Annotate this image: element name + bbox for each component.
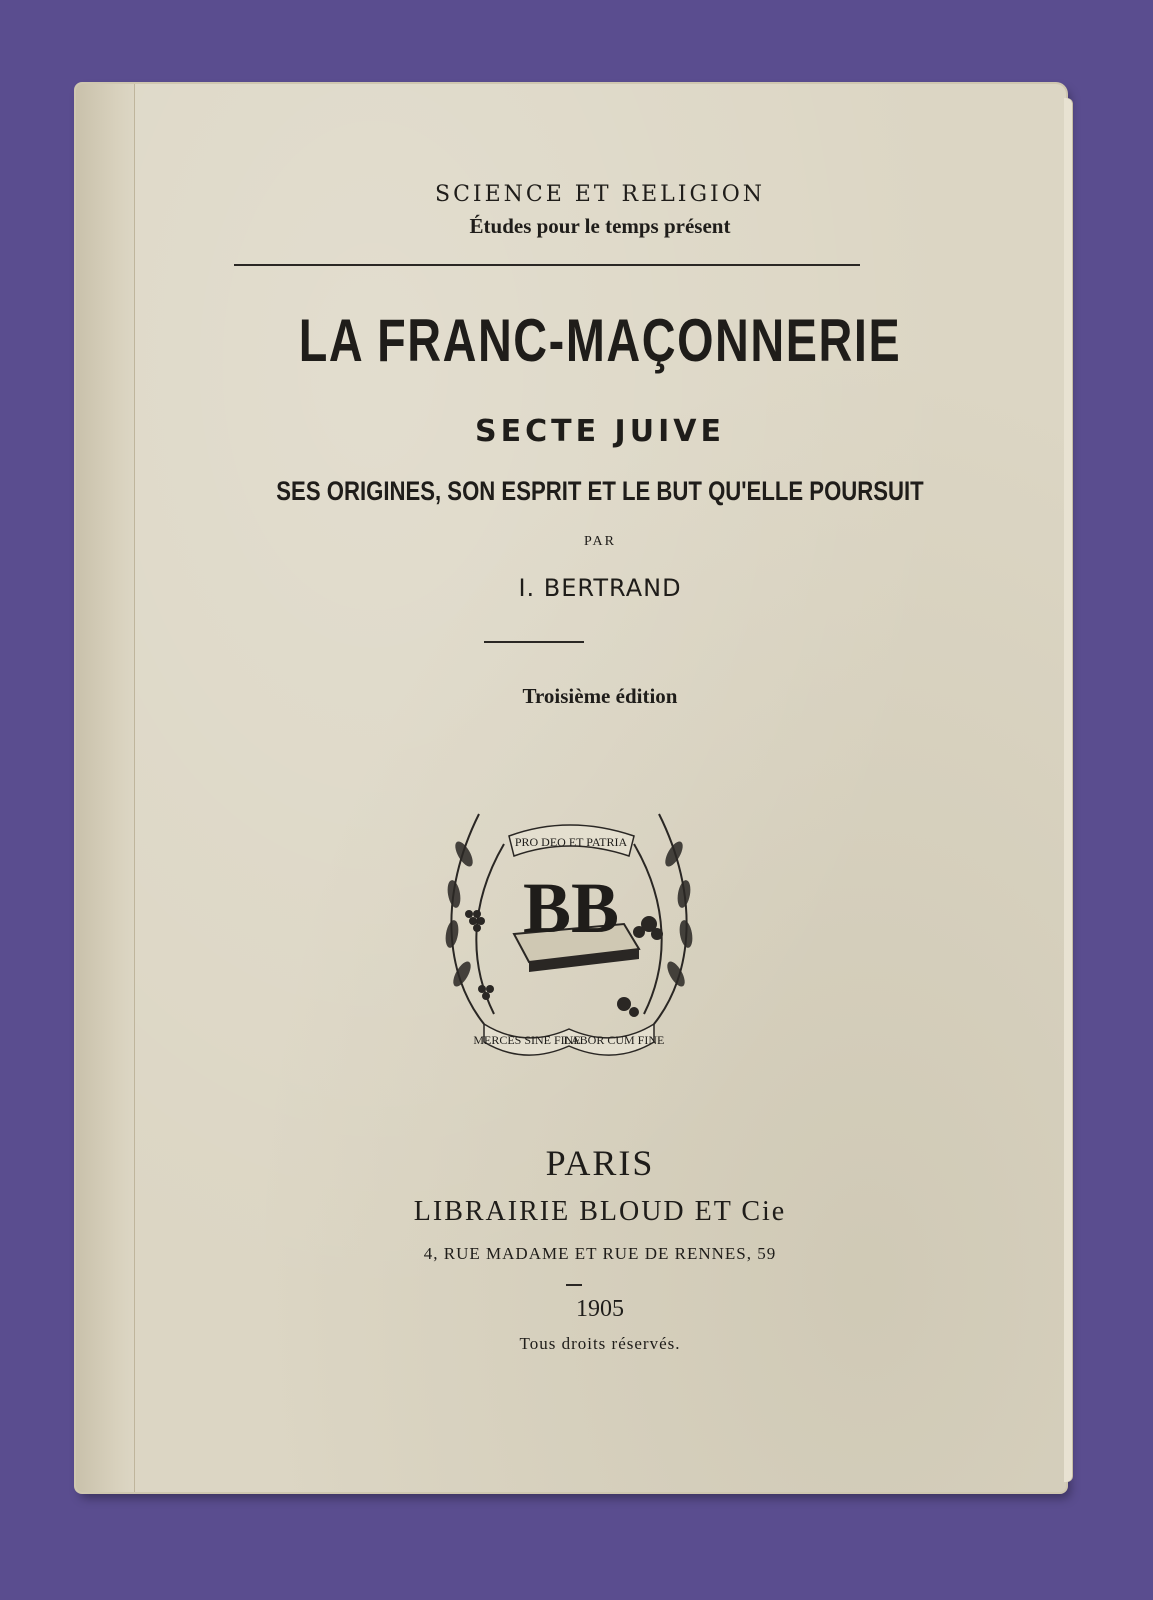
book-spine: [76, 84, 135, 1492]
rights-notice: Tous droits réservés.: [519, 1334, 681, 1353]
tiny-divider-rule: [566, 1284, 582, 1286]
book-tagline: SES ORIGINES, SON ESPRIT ET LE BUT QU'ELLE POURSUIT: [276, 476, 924, 506]
book-cover: [76, 84, 1066, 1492]
book-subtitle: SECTE JUIVE: [475, 414, 725, 449]
by-label: PAR: [584, 534, 616, 549]
edition-label: Troisième édition: [522, 684, 678, 708]
publication-city: PARIS: [545, 1143, 655, 1183]
series-title: SCIENCE ET RELIGION: [435, 182, 765, 207]
series-subtitle: Études pour le temps présent: [469, 214, 731, 238]
motto-right: LABOR CUM FINE: [563, 1033, 665, 1047]
author-name: I. BERTRAND: [518, 574, 682, 602]
publication-year: 1905: [576, 1296, 624, 1322]
monogram: BB: [522, 868, 620, 948]
book-title: LA FRANC-MAÇONNERIE: [298, 307, 902, 374]
cover-content: [134, 84, 1066, 1492]
publisher-address: 4, RUE MADAME ET RUE DE RENNES, 59: [423, 1244, 777, 1263]
publisher-name: LIBRAIRIE BLOUD ET Cie: [413, 1196, 787, 1227]
divider-rule: [234, 264, 860, 266]
motto-left: MERCES SINE FINE: [473, 1033, 581, 1047]
motto-top: PRO DEO ET PATRIA: [514, 835, 628, 849]
publisher-mark-icon: [424, 774, 714, 1074]
short-divider-rule: [484, 641, 584, 643]
